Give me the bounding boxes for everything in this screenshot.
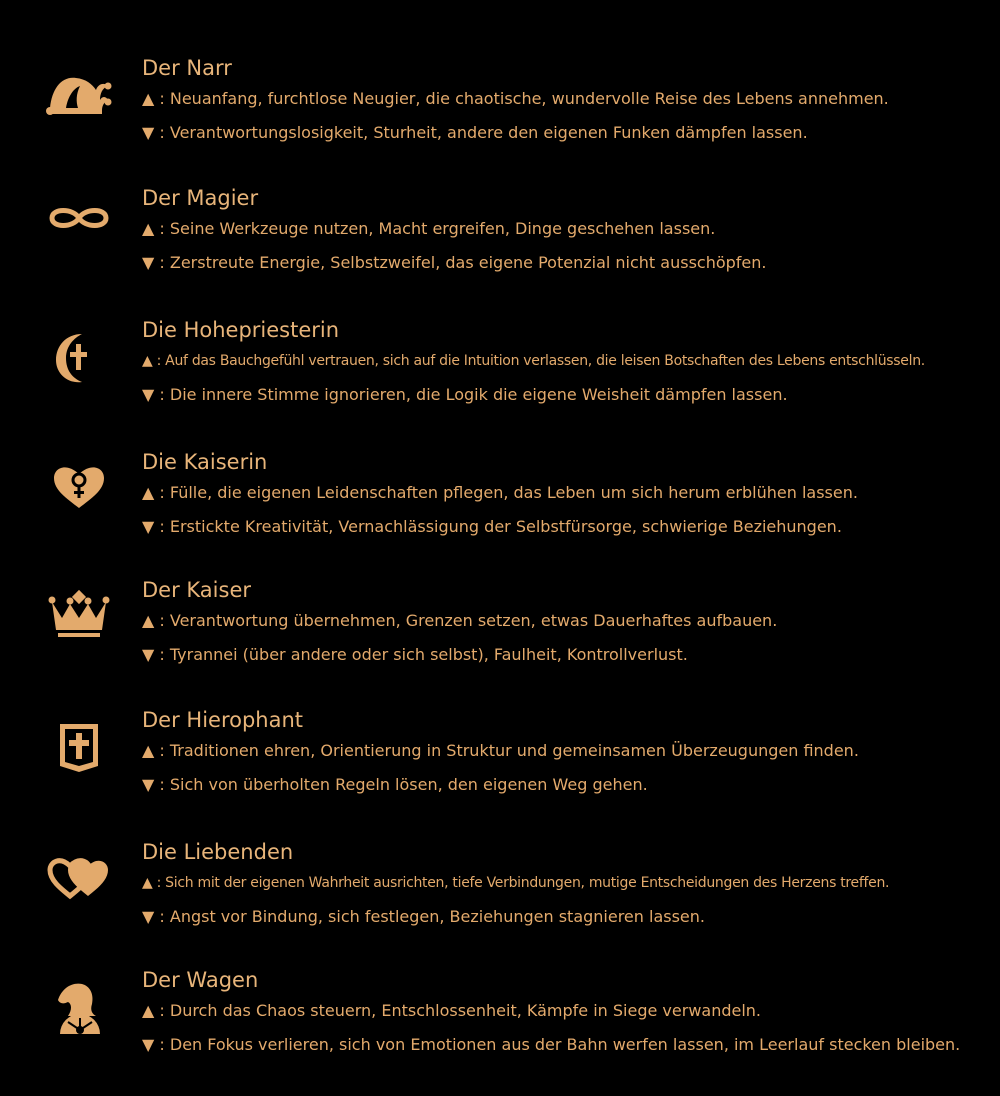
tarot-card-der-magier xyxy=(0,184,1000,314)
card-title: Der Kaiser xyxy=(142,578,251,602)
bible-cross-icon xyxy=(46,718,112,778)
tarot-card-der-wagen xyxy=(0,966,1000,1096)
upright-meaning: ▲ : Verantwortung übernehmen, Grenzen setzen, etwas Dauerhaftes aufbauen. xyxy=(142,611,778,630)
card-title: Die Kaiserin xyxy=(142,450,268,474)
reversed-meaning: ▼ : Erstickte Kreativität, Vernachlässigung der Selbstfürsorge, schwierige Beziehungen. xyxy=(142,517,842,536)
moon-cross-icon xyxy=(46,328,112,388)
card-title: Der Hierophant xyxy=(142,708,304,732)
card-title: Der Narr xyxy=(142,56,232,80)
tarot-card-der-kaiser xyxy=(0,576,1000,706)
card-title: Die Hohepriesterin xyxy=(142,318,340,342)
heart-venus-icon xyxy=(46,460,112,520)
reversed-meaning: ▼ : Den Fokus verlieren, sich von Emotionen aus der Bahn werfen lassen, im Leerlauf stecken bleiben. xyxy=(142,1035,961,1054)
jester-hat-icon xyxy=(46,66,112,126)
tarot-card-die-hohepriesterin xyxy=(0,316,1000,446)
chariot-horse-icon xyxy=(46,978,112,1038)
upright-meaning: ▲ : Traditionen ehren, Orientierung in Struktur und gemeinsamen Überzeugungen finden. xyxy=(142,741,859,760)
crown-icon xyxy=(46,588,112,648)
card-title: Der Wagen xyxy=(142,968,259,992)
card-title: Die Liebenden xyxy=(142,840,294,864)
tarot-card-die-kaiserin xyxy=(0,448,1000,578)
reversed-meaning: ▼ : Angst vor Bindung, sich festlegen, Beziehungen stagnieren lassen. xyxy=(142,907,705,926)
tarot-card-der-narr xyxy=(0,54,1000,184)
infinity-icon xyxy=(46,196,112,256)
reversed-meaning: ▼ : Sich von überholten Regeln lösen, den eigenen Weg gehen. xyxy=(142,775,648,794)
reversed-meaning: ▼ : Tyrannei (über andere oder sich selbst), Faulheit, Kontrollverlust. xyxy=(142,645,688,664)
reversed-meaning: ▼ : Zerstreute Energie, Selbstzweifel, das eigene Potenzial nicht ausschöpfen. xyxy=(142,253,767,272)
card-title: Der Magier xyxy=(142,186,259,210)
upright-meaning: ▲ : Durch das Chaos steuern, Entschlossenheit, Kämpfe in Siege verwandeln. xyxy=(142,1001,762,1020)
linked-hearts-icon xyxy=(46,850,112,910)
tarot-card-der-hierophant xyxy=(0,706,1000,836)
upright-meaning: ▲ : Auf das Bauchgefühl vertrauen, sich auf die Intuition verlassen, die leisen Botschaften des Lebens entschlüsseln. xyxy=(142,353,925,369)
tarot-card-die-liebenden xyxy=(0,838,1000,968)
upright-meaning: ▲ : Fülle, die eigenen Leidenschaften pflegen, das Leben um sich herum erblühen lassen. xyxy=(142,483,858,502)
reversed-meaning: ▼ : Verantwortungslosigkeit, Sturheit, andere den eigenen Funken dämpfen lassen. xyxy=(142,123,808,142)
reversed-meaning: ▼ : Die innere Stimme ignorieren, die Logik die eigene Weisheit dämpfen lassen. xyxy=(142,385,788,404)
upright-meaning: ▲ : Sich mit der eigenen Wahrheit ausrichten, tiefe Verbindungen, mutige Entscheidungen des Herzens treffen. xyxy=(142,875,890,891)
upright-meaning: ▲ : Neuanfang, furchtlose Neugier, die chaotische, wundervolle Reise des Lebens annehmen. xyxy=(142,89,889,108)
upright-meaning: ▲ : Seine Werkzeuge nutzen, Macht ergreifen, Dinge geschehen lassen. xyxy=(142,219,716,238)
